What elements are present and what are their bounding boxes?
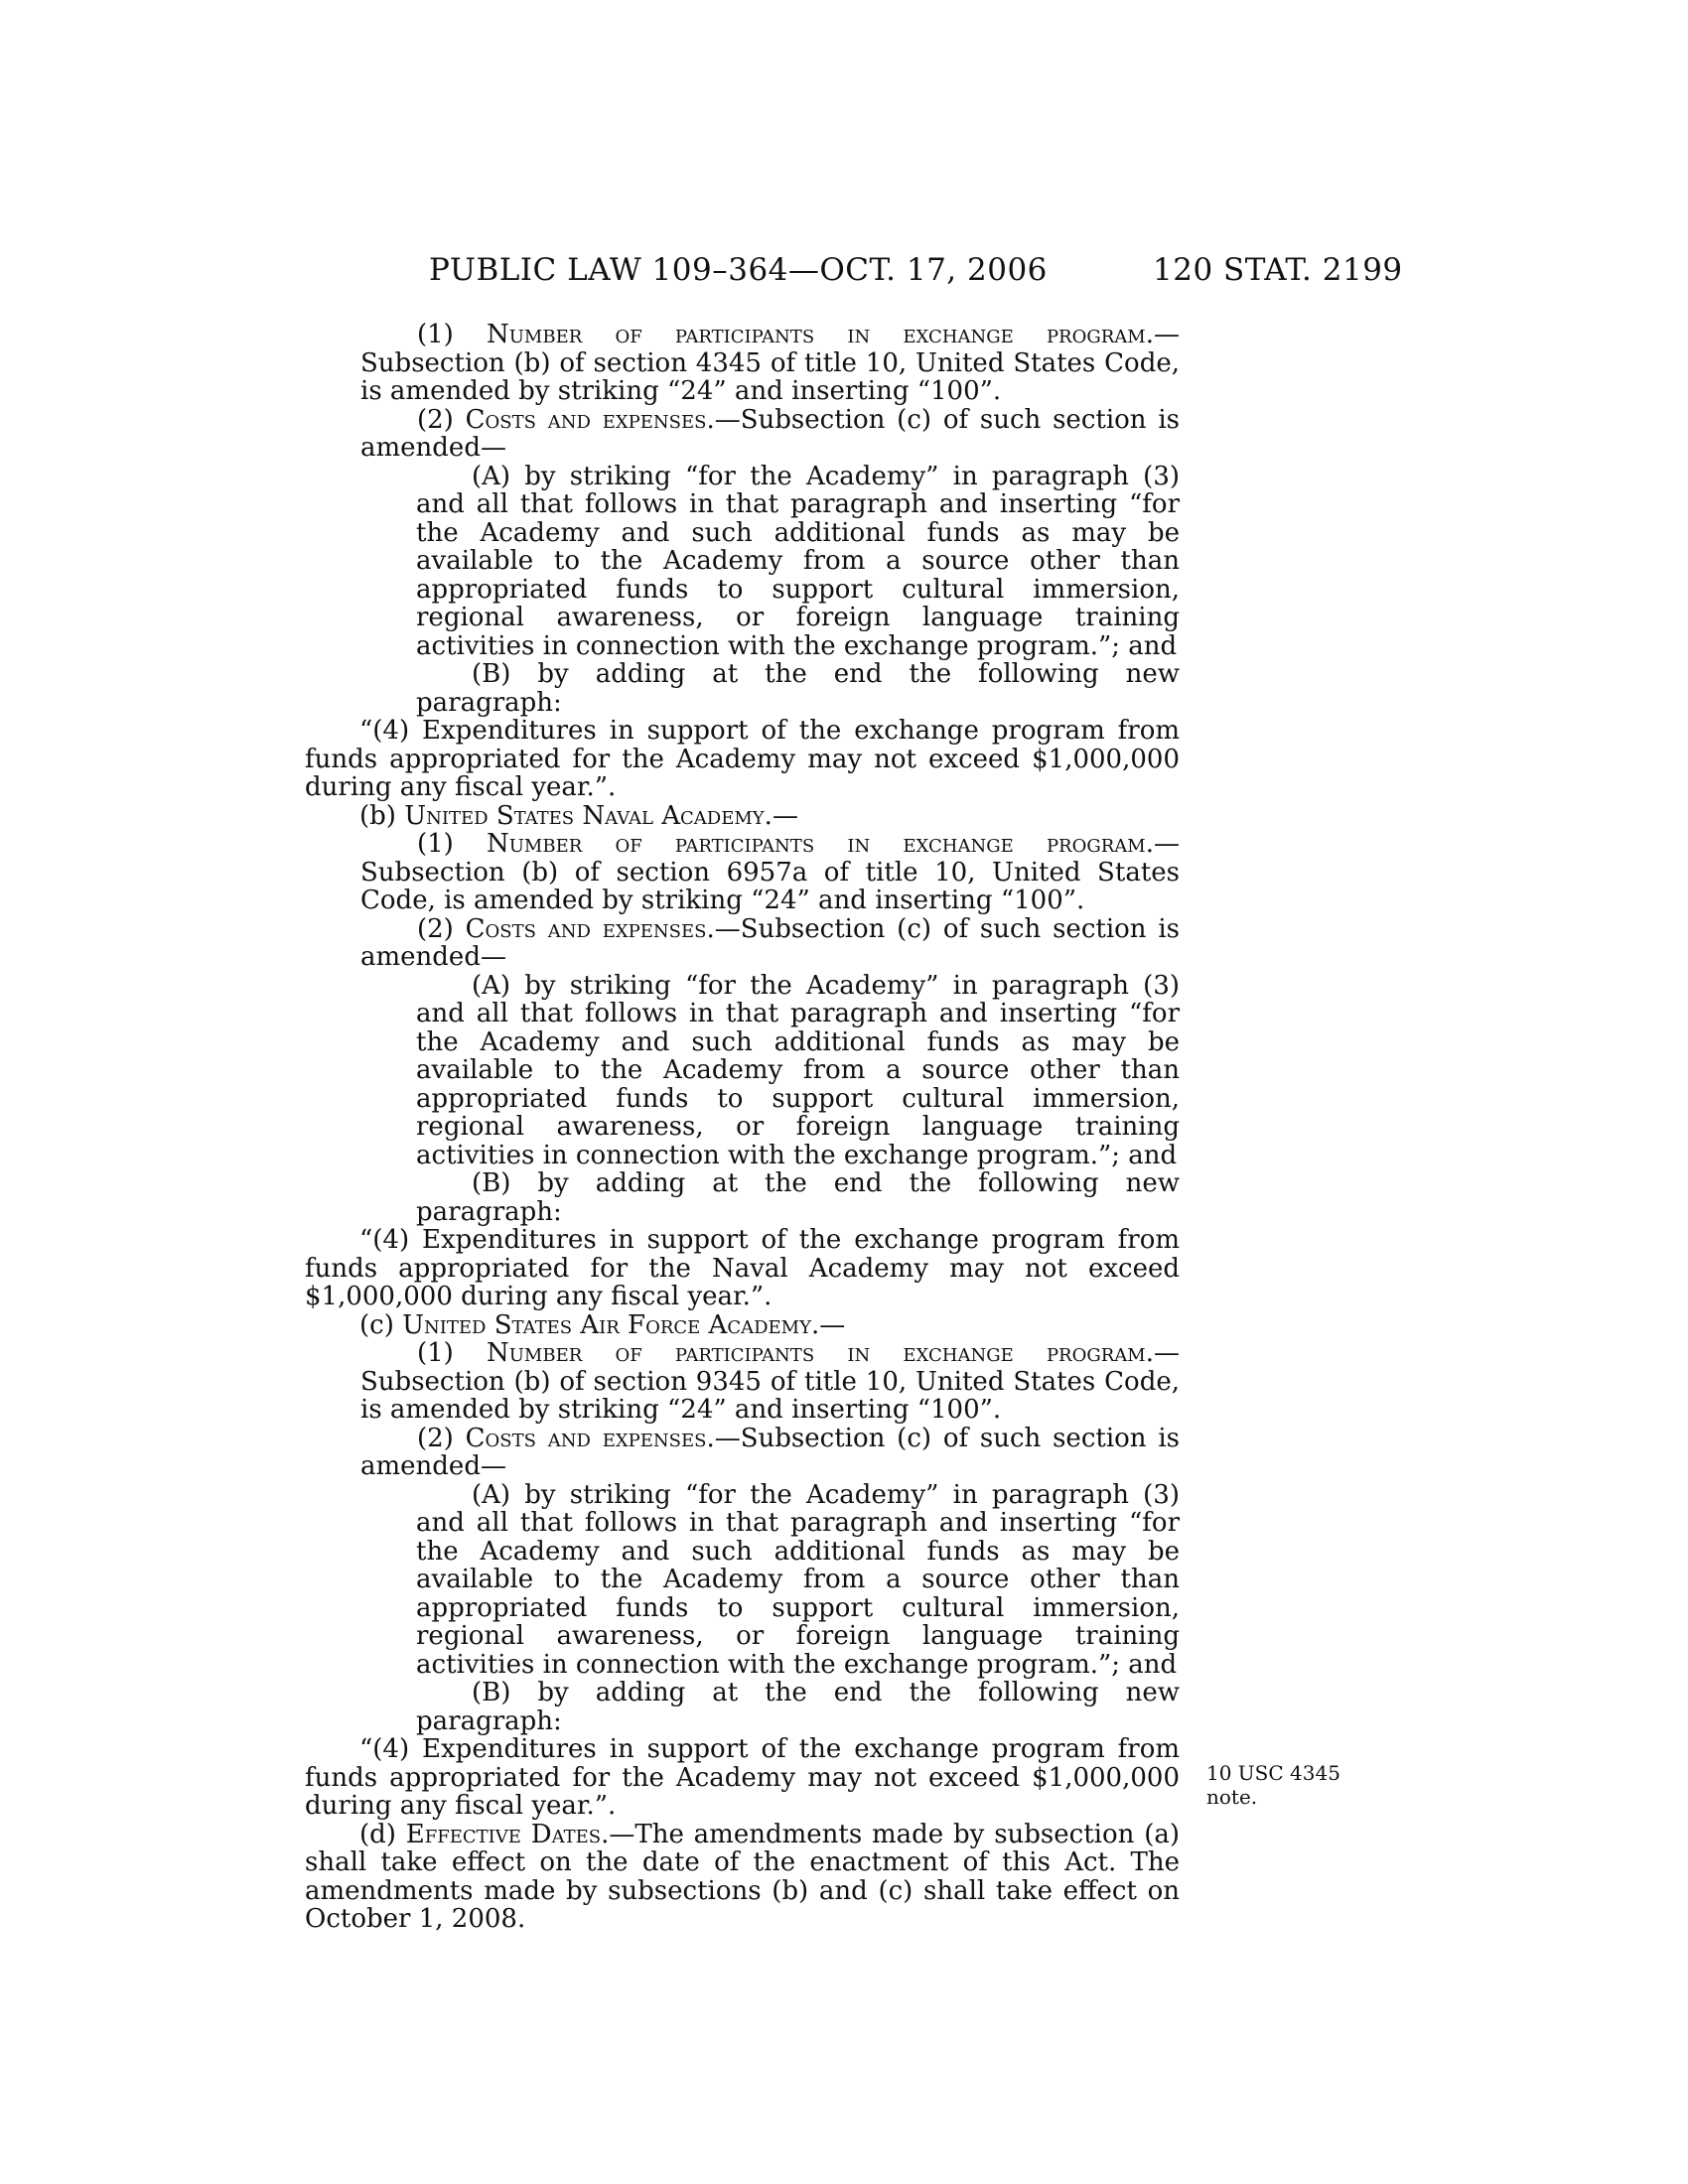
section-c-paragraph-1 <box>305 1339 1180 1425</box>
section-c-subparagraph-A: (A) by striking “for the Academy” in paragraph (3) and all that follows in that paragraph and inserting “for the Academy and such additional funds as may be available to the Academy from a source other than appropriated funds to support cultural immersion, regional awareness, or foreign language training activities in connection with the exchange program.”; and (B) by adding at the end the following new paragraph: <box>416 1479 1180 1736</box>
paragraph-text: Subsection (b) of section 4345 of title 10, United States Code, is amended by striking “24” and inserting “100”. <box>360 347 1180 406</box>
paragraph-heading: (2) Costs and expenses.— <box>417 913 741 944</box>
section-b-subparagraph-B: (B) by adding at the end the following new paragraph: <box>416 1168 1180 1227</box>
paragraph-heading: (1) Number of participants in exchange program.— <box>417 1338 1180 1368</box>
running-head-title: PUBLIC LAW 109–364—OCT. 17, 2006 <box>429 252 1048 288</box>
section-d-effective-dates: (d) Effective Dates.—The amendments made by subsection (a) shall take effect on the date of the enactment of this Act. The amendments made by subsections (b) and (c) shall take effect on October 1, 2008. <box>305 1819 1181 1934</box>
section-a-quoted-paragraph: “(4) Expenditures in support of the exchange program from funds appropriated for the Academy may not exceed $1,000,000 during any fiscal year.”. <box>305 716 1180 802</box>
paragraph-text: Subsection (b) of section 6957a of title 10, United States Code, is amended by striking “24” and inserting “100”. <box>360 857 1180 915</box>
margin-citation-note: 10 USC 4345 note. <box>1206 1761 1340 1809</box>
section-b-subparagraph-A: (A) by striking “for the Academy” in paragraph (3) and all that follows in that paragraph and inserting “for the Academy and such additional funds as may be available to the Academy from a source other than appropriated funds to support cultural immersion, regional awareness, or foreign language training activities in connection with the exchange program.”; and (B) by adding at the end the following new paragraph: <box>416 970 1180 1227</box>
paragraph-text: Subsection (c) of such section is amended— <box>360 913 1180 972</box>
section-a-subparagraph-A: (A) by striking “for the Academy” in paragraph (3) and all that follows in that paragraph and inserting “for the Academy and such additional funds as may be available to the Academy from a source other than appropriated funds to support cultural immersion, regional awareness, or foreign language training activities in connection with the exchange program.”; and (B) by adding at the end the following new paragraph: <box>416 461 1180 718</box>
section-c-subparagraph-B: (B) by adding at the end the following new paragraph: <box>416 1678 1180 1736</box>
paragraph-heading: (2) Costs and expenses.— <box>417 1423 741 1453</box>
paragraph-heading: (1) Number of participants in exchange program.— <box>417 320 1180 349</box>
section-a-paragraph-2 <box>305 406 1180 463</box>
section-b-paragraph-2 <box>305 915 1180 972</box>
section-a-subparagraph-B: (B) by adding at the end the following new paragraph: <box>416 659 1180 718</box>
section-b-heading: (b) United States Naval Academy.— <box>359 800 798 831</box>
paragraph-heading: (2) Costs and expenses.— <box>417 404 741 435</box>
paragraph-text: Subsection (c) of such section is amended— <box>360 404 1180 463</box>
section-c-quoted-paragraph: “(4) Expenditures in support of the exchange program from funds appropriated for the Academy may not exceed $1,000,000 during any fiscal year.”. <box>305 1734 1180 1821</box>
section-c-heading: (c) United States Air Force Academy.— <box>359 1309 846 1340</box>
paragraph-text: Subsection (c) of such section is amended— <box>360 1423 1180 1481</box>
section-b-paragraph-1 <box>305 830 1180 915</box>
paragraph-text: Subsection (b) of section 9345 of title 10, United States Code, is amended by striking “24” and inserting “100”. <box>360 1366 1180 1425</box>
statute-body <box>305 321 1180 1934</box>
paragraph-heading: (1) Number of participants in exchange program.— <box>417 829 1180 859</box>
section-b-quoted-paragraph: “(4) Expenditures in support of the exchange program from funds appropriated for the Naval Academy may not exceed $1,000,000 during any fiscal year.”. <box>305 1225 1180 1311</box>
section-a-paragraph-1 <box>305 321 1180 406</box>
section-c-paragraph-2 <box>305 1425 1180 1481</box>
running-head-stat: 120 STAT. 2199 <box>1153 252 1403 288</box>
